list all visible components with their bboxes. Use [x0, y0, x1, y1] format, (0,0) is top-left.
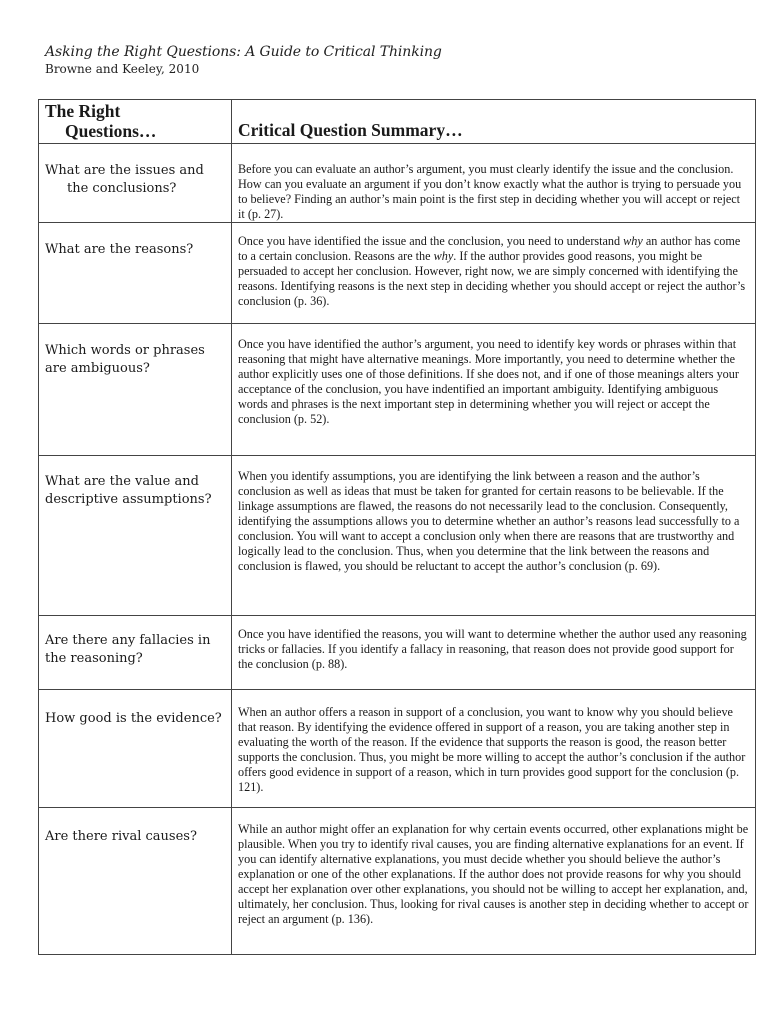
question-text-line1: What are the issues and — [45, 163, 204, 178]
question-text-line2: the conclusions? — [67, 181, 177, 196]
question-cell: Which words or phrases are ambiguous? — [39, 324, 232, 456]
question-cell: Are there any fallacies in the reasoning? — [39, 616, 232, 690]
table-row — [39, 808, 756, 955]
question-cell: What are the value and descriptive assumptions? — [39, 456, 232, 616]
column-header-questions-line1: The Right — [45, 101, 121, 121]
document-header — [45, 44, 442, 76]
summary-cell: Once you have identified the author’s argument, you need to identify key words or phrases within that reasoning that might have alternative meanings. More importantly, you need to determine whether the author explicitly uses one of those definitions. If she does not, and if one of those meanings alters your acceptance of the conclusion, you have indentified an important ambiguity. Identifying ambiguous words and phrases is the next important step in determining whether you will reject or accept the conclusion (p. 52). — [232, 324, 756, 456]
table-row — [39, 690, 756, 808]
summary-cell: Once you have identified the reasons, you will want to determine whether the author used any reasoning tricks or fallacies. If you identify a fallacy in reasoning, that reason does not provide good support for the conclusion (p. 88). — [232, 616, 756, 690]
summary-cell — [232, 223, 756, 324]
summary-text: . If the author provides good reasons, you might be persuaded to accept her conclusion. However, right now, we are simply concerned with identifying the reasons. Identifying reasons is the next step in deciding whether you should accept or reject the author’s conclusion (p. 36). — [238, 249, 746, 308]
summary-cell: When you identify assumptions, you are identifying the link between a reason and the author’s conclusion as well as ideas that must be taken for granted for certain reasons to be believable. If the linkage assumptions are flawed, the reasons do not necessarily lead to the conclusion. Consequently, identifying the assumptions allows you to determine whether an author’s reasons lead successfully to a conclusion. You will want to accept a conclusion only when there are reasons that are trustworthy and logically lead to the conclusion. Thus, when you determine that the link between the reasons and conclusion is flawed, you should be reluctant to accept the author’s conclusion (p. 69). — [232, 456, 756, 616]
table-row — [39, 144, 756, 223]
summary-text: an author has come to a certain conclusion. Reasons are the — [238, 234, 741, 263]
book-title: Asking the Right Questions: A Guide to Critical Thinking — [45, 44, 442, 60]
table-row — [39, 456, 756, 616]
summary-cell: While an author might offer an explanation for why certain events occurred, other explanations might be plausible. When you try to identify rival causes, you are finding alternative explanations for an event. If you can identify alternative explanations, you must decide whether you should believe the author’s explanation or one of the other explanations. If the author does not provide reasons for why you should accept her explanation over other explanations, you should not be willing to accept her explanation, and, ultimately, her conclusion. Thus, looking for rival causes is another step in deciding whether to accept or reject an argument (p. 136). — [232, 808, 756, 955]
table-header-row — [39, 100, 756, 144]
question-cell: How good is the evidence? — [39, 690, 232, 808]
summary-cell: When an author offers a reason in support of a conclusion, you want to know why you should believe that reason. By identifying the evidence offered in support of a reason, you are taking another step in evaluating the worth of the reason. If the evidence that supports the reason is good, the reason better supports the conclusion. Thus, you might be more willing to accept the author’s conclusion if the author offers good evidence in support of a reason, which in turn provides good support for the conclusion (p. 121). — [232, 690, 756, 808]
authors-citation: Browne and Keeley, 2010 — [45, 62, 200, 76]
question-cell — [39, 144, 232, 223]
emphasis-text: why — [623, 234, 643, 248]
summary-cell: Before you can evaluate an author’s argument, you must clearly identify the issue and the conclusion. How can you evaluate an argument if you don’t know exactly what the author is trying to persuade you to believe? Finding an author’s main point is the first step in deciding whether you will accept or reject it (p. 27). — [232, 144, 756, 223]
table-row — [39, 324, 756, 456]
question-cell: Are there rival causes? — [39, 808, 232, 955]
table-row — [39, 616, 756, 690]
column-header-summary: Critical Question Summary… — [232, 100, 756, 144]
column-header-questions-line2: Questions… — [65, 121, 157, 141]
table-row — [39, 223, 756, 324]
column-header-questions — [39, 100, 232, 144]
critical-questions-table — [38, 99, 756, 955]
emphasis-text: why — [433, 249, 454, 263]
summary-text: Once you have identified the issue and the conclusion, you need to understand — [238, 234, 624, 248]
question-cell: What are the reasons? — [39, 223, 232, 324]
